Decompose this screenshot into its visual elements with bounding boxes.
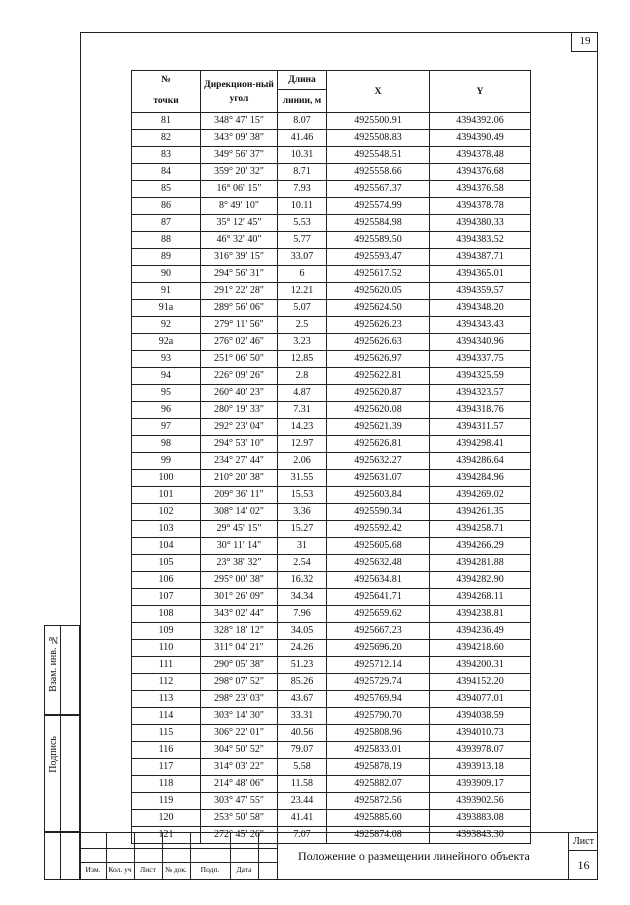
point-number: 84 [132,164,201,181]
coord-x: 4925617.52 [327,266,430,283]
line-length: 33.31 [278,708,327,725]
table-row [132,198,531,215]
line-length: 85.26 [278,674,327,691]
direction-angle: 349° 56' 37" [201,147,278,164]
coord-x: 4925620.05 [327,283,430,300]
point-number: 103 [132,521,201,538]
line-length: 51.23 [278,657,327,674]
coord-x: 4925659.62 [327,606,430,623]
coord-y: 4394383.52 [430,232,531,249]
coord-y: 4394077.01 [430,691,531,708]
table-row [132,725,531,742]
point-number: 108 [132,606,201,623]
line-length: 5.77 [278,232,327,249]
point-number: 92 [132,317,201,334]
direction-angle: 253° 50' 58" [201,810,278,827]
coord-x: 4925769.94 [327,691,430,708]
coord-y: 4394010.73 [430,725,531,742]
coord-y: 4394376.68 [430,164,531,181]
point-number: 106 [132,572,201,589]
table-row [132,776,531,793]
line-length: 23.44 [278,793,327,810]
table-row [132,708,531,725]
direction-angle: 251° 06' 50" [201,351,278,368]
table-row [132,504,531,521]
coord-x: 4925626.81 [327,436,430,453]
direction-angle: 295° 00' 38" [201,572,278,589]
header-num-symbol: № [132,71,201,90]
direction-angle: 23° 38' 32" [201,555,278,572]
table-row [132,385,531,402]
point-number: 94 [132,368,201,385]
coord-y: 4394365.01 [430,266,531,283]
coord-y: 4393913.18 [430,759,531,776]
coord-x: 4925624.50 [327,300,430,317]
direction-angle: 314° 03' 22" [201,759,278,776]
point-number: 102 [132,504,201,521]
coord-x: 4925548.51 [327,147,430,164]
line-length: 8.07 [278,113,327,130]
coord-y: 4394200.31 [430,657,531,674]
table-row [132,487,531,504]
coord-x: 4925885.60 [327,810,430,827]
point-number: 92а [132,334,201,351]
line-length: 33.07 [278,249,327,266]
coord-x: 4925878.19 [327,759,430,776]
coord-x: 4925558.66 [327,164,430,181]
line-length: 7.93 [278,181,327,198]
direction-angle: 308° 14' 02" [201,504,278,521]
line-length: 5.07 [278,300,327,317]
coord-x: 4925626.97 [327,351,430,368]
direction-angle: 35° 12' 45" [201,215,278,232]
header-angle: Дирекцион-ный угол [201,71,278,113]
line-length: 2.8 [278,368,327,385]
table-row [132,317,531,334]
coord-y: 4394340.96 [430,334,531,351]
coord-x: 4925729.74 [327,674,430,691]
line-length: 3.23 [278,334,327,351]
point-number: 120 [132,810,201,827]
table-row [132,521,531,538]
point-number: 107 [132,589,201,606]
point-number: 91 [132,283,201,300]
coord-y: 4394378.78 [430,198,531,215]
page-number-top: 19 [571,32,598,52]
direction-angle: 348° 47' 15" [201,113,278,130]
header-x: X [327,71,430,113]
coord-x: 4925874.08 [327,827,430,844]
title-block-grid [80,833,278,880]
direction-angle: 280° 19' 33" [201,402,278,419]
direction-angle: 16° 06' 15" [201,181,278,198]
table-row [132,419,531,436]
coord-y: 4394390.49 [430,130,531,147]
line-length: 5.58 [278,759,327,776]
coord-y: 4394325.59 [430,368,531,385]
coord-y: 4394348.20 [430,300,531,317]
line-length: 7.96 [278,606,327,623]
side-stamp-inv [44,832,80,880]
point-number: 93 [132,351,201,368]
table-row [132,113,531,130]
coord-y: 4394380.33 [430,215,531,232]
coord-y: 4394298.41 [430,436,531,453]
table-row [132,164,531,181]
table-row [132,232,531,249]
point-number: 121 [132,827,201,844]
table-row [132,334,531,351]
coord-y: 4394269.02 [430,487,531,504]
direction-angle: 29° 45' 15" [201,521,278,538]
coord-y: 4394266.29 [430,538,531,555]
line-length: 6 [278,266,327,283]
coord-x: 4925590.34 [327,504,430,521]
coord-y: 4394268.11 [430,589,531,606]
table-row [132,606,531,623]
table-row [132,623,531,640]
coord-y: 4394238.81 [430,606,531,623]
table-row [132,640,531,657]
coord-x: 4925621.39 [327,419,430,436]
header-y: Y [430,71,531,113]
point-number: 109 [132,623,201,640]
line-length: 34.34 [278,589,327,606]
line-length: 5.53 [278,215,327,232]
direction-angle: 292° 23' 04" [201,419,278,436]
direction-angle: 276° 02' 46" [201,334,278,351]
coord-x: 4925592.42 [327,521,430,538]
point-number: 95 [132,385,201,402]
direction-angle: 298° 07' 52" [201,674,278,691]
coord-x: 4925634.81 [327,572,430,589]
table-row [132,266,531,283]
point-number: 91а [132,300,201,317]
line-length: 41.46 [278,130,327,147]
coord-x: 4925667.23 [327,623,430,640]
line-length: 41.41 [278,810,327,827]
coord-x: 4925605.68 [327,538,430,555]
table-row [132,181,531,198]
side-stamp-vzam [44,625,80,715]
coord-x: 4925712.14 [327,657,430,674]
point-number: 83 [132,147,201,164]
coord-y: 4393902.56 [430,793,531,810]
table-body [132,113,531,844]
direction-angle: 291° 22' 28" [201,283,278,300]
header-num-label: точки [132,90,201,113]
label-doc-no: № док. [164,865,188,874]
coord-y: 4394236.49 [430,623,531,640]
line-length: 8.71 [278,164,327,181]
line-length: 7.31 [278,402,327,419]
point-number: 97 [132,419,201,436]
direction-angle: 8° 49' 10" [201,198,278,215]
coord-y: 4394311.57 [430,419,531,436]
point-number: 101 [132,487,201,504]
sheet-label: Лист [569,833,598,851]
coord-x: 4925696.20 [327,640,430,657]
direction-angle: 343° 02' 44" [201,606,278,623]
coord-x: 4925631.07 [327,470,430,487]
line-length: 15.53 [278,487,327,504]
coord-y: 4394359.57 [430,283,531,300]
direction-angle: 328° 18' 12" [201,623,278,640]
coord-x: 4925833.01 [327,742,430,759]
label-podp: Подп. [200,865,220,874]
coord-y: 4393843.30 [430,827,531,844]
table-row [132,691,531,708]
sheet-number: 16 [577,858,590,872]
table-row [132,147,531,164]
coord-y: 4394387.71 [430,249,531,266]
table-row [132,742,531,759]
point-number: 113 [132,691,201,708]
line-length: 2.5 [278,317,327,334]
coord-y: 4394038.59 [430,708,531,725]
coord-y: 4394218.60 [430,640,531,657]
direction-angle: 316° 39' 15" [201,249,278,266]
vzam-label: Взам. инв. № [48,634,59,692]
line-length: 3.36 [278,504,327,521]
point-number: 87 [132,215,201,232]
table-row [132,674,531,691]
table-row [132,300,531,317]
coord-x: 4925574.99 [327,198,430,215]
coord-y: 4394286.64 [430,453,531,470]
table-row [132,572,531,589]
label-izm: Изм. [85,865,101,874]
podpis-label: Подпись [48,736,59,773]
coord-x: 4925500.91 [327,113,430,130]
point-number: 112 [132,674,201,691]
coord-x: 4925622.81 [327,368,430,385]
direction-angle: 210° 20' 38" [201,470,278,487]
coord-y: 4394152.20 [430,674,531,691]
coord-y: 4394323.57 [430,385,531,402]
coord-x: 4925641.71 [327,589,430,606]
line-length: 4.87 [278,385,327,402]
point-number: 98 [132,436,201,453]
line-length: 15.27 [278,521,327,538]
coord-y: 4394318.76 [430,402,531,419]
coord-y: 4394337.75 [430,351,531,368]
line-length: 40.56 [278,725,327,742]
table-row [132,793,531,810]
point-number: 104 [132,538,201,555]
coord-y: 4393909.17 [430,776,531,793]
direction-angle: 343° 09' 38" [201,130,278,147]
line-length: 14.23 [278,419,327,436]
title-block [80,832,598,880]
table-row [132,402,531,419]
coord-y: 4394376.58 [430,181,531,198]
coord-x: 4925508.83 [327,130,430,147]
coord-y: 4394392.06 [430,113,531,130]
direction-angle: 272° 45' 26" [201,827,278,844]
coord-x: 4925593.47 [327,249,430,266]
header-length-top: Длина [278,71,327,90]
coord-x: 4925808.96 [327,725,430,742]
direction-angle: 234° 27' 44" [201,453,278,470]
line-length: 2.54 [278,555,327,572]
point-number: 111 [132,657,201,674]
direction-angle: 294° 56' 31" [201,266,278,283]
coord-x: 4925626.23 [327,317,430,334]
line-length: 12.97 [278,436,327,453]
table-row [132,759,531,776]
direction-angle: 226° 09' 26" [201,368,278,385]
label-data: Дата [236,865,252,874]
direction-angle: 311° 04' 21" [201,640,278,657]
line-length: 16.32 [278,572,327,589]
table-row [132,249,531,266]
direction-angle: 46° 32' 40" [201,232,278,249]
line-length: 79.07 [278,742,327,759]
direction-angle: 209° 36' 11" [201,487,278,504]
table-row [132,657,531,674]
point-number: 89 [132,249,201,266]
line-length: 34.05 [278,623,327,640]
point-number: 119 [132,793,201,810]
direction-angle: 214° 48' 06" [201,776,278,793]
coord-x: 4925567.37 [327,181,430,198]
table-row [132,453,531,470]
direction-angle: 303° 14' 30" [201,708,278,725]
line-length: 31.55 [278,470,327,487]
point-number: 116 [132,742,201,759]
header-length-bottom: линии, м [278,90,327,113]
point-number: 86 [132,198,201,215]
direction-angle: 298° 23' 03" [201,691,278,708]
line-length: 24.26 [278,640,327,657]
direction-angle: 30° 11' 14" [201,538,278,555]
coord-x: 4925872.56 [327,793,430,810]
point-number: 90 [132,266,201,283]
coordinates-table [131,70,531,844]
table-row [132,470,531,487]
sheet-box [568,833,598,880]
coord-y: 4393883.08 [430,810,531,827]
table-row [132,436,531,453]
direction-angle: 306° 22' 01" [201,725,278,742]
direction-angle: 279° 11' 56" [201,317,278,334]
table-row [132,589,531,606]
table-row [132,810,531,827]
direction-angle: 303° 47' 55" [201,793,278,810]
line-length: 12.21 [278,283,327,300]
label-list: Лист [140,865,156,874]
line-length: 11.58 [278,776,327,793]
point-number: 85 [132,181,201,198]
line-length: 2.06 [278,453,327,470]
coord-y: 4393978.07 [430,742,531,759]
coord-x: 4925626.63 [327,334,430,351]
coord-y: 4394378.48 [430,147,531,164]
point-number: 82 [132,130,201,147]
coord-y: 4394258.71 [430,521,531,538]
document-title: Положение о размещении линейного объекта [298,849,530,863]
coord-x: 4925620.87 [327,385,430,402]
table-row [132,368,531,385]
direction-angle: 301° 26' 09" [201,589,278,606]
table-row [132,215,531,232]
direction-angle: 290° 05' 38" [201,657,278,674]
direction-angle: 304° 50' 52" [201,742,278,759]
point-number: 100 [132,470,201,487]
table-row [132,555,531,572]
point-number: 110 [132,640,201,657]
line-length: 7.07 [278,827,327,844]
coord-x: 4925632.27 [327,453,430,470]
point-number: 105 [132,555,201,572]
point-number: 81 [132,113,201,130]
point-number: 99 [132,453,201,470]
direction-angle: 294° 53' 10" [201,436,278,453]
coord-x: 4925790.70 [327,708,430,725]
line-length: 10.11 [278,198,327,215]
point-number: 88 [132,232,201,249]
coord-y: 4394281.88 [430,555,531,572]
line-length: 10.31 [278,147,327,164]
label-kol-uch: Кол. уч [108,865,132,874]
line-length: 31 [278,538,327,555]
point-number: 117 [132,759,201,776]
coord-y: 4394343.43 [430,317,531,334]
point-number: 96 [132,402,201,419]
coord-x: 4925584.98 [327,215,430,232]
coord-x: 4925632.48 [327,555,430,572]
coord-x: 4925589.50 [327,232,430,249]
coord-x: 4925603.84 [327,487,430,504]
direction-angle: 260° 40' 23" [201,385,278,402]
table-row [132,351,531,368]
line-length: 43.67 [278,691,327,708]
coord-y: 4394282.90 [430,572,531,589]
direction-angle: 359° 20' 32" [201,164,278,181]
table-row [132,538,531,555]
coord-y: 4394261.35 [430,504,531,521]
table-row [132,130,531,147]
point-number: 115 [132,725,201,742]
coord-x: 4925620.08 [327,402,430,419]
point-number: 114 [132,708,201,725]
point-number: 118 [132,776,201,793]
coord-x: 4925882.07 [327,776,430,793]
table-row [132,283,531,300]
side-stamp-podpis [44,715,80,832]
coord-y: 4394284.96 [430,470,531,487]
line-length: 12.85 [278,351,327,368]
direction-angle: 289° 56' 06" [201,300,278,317]
